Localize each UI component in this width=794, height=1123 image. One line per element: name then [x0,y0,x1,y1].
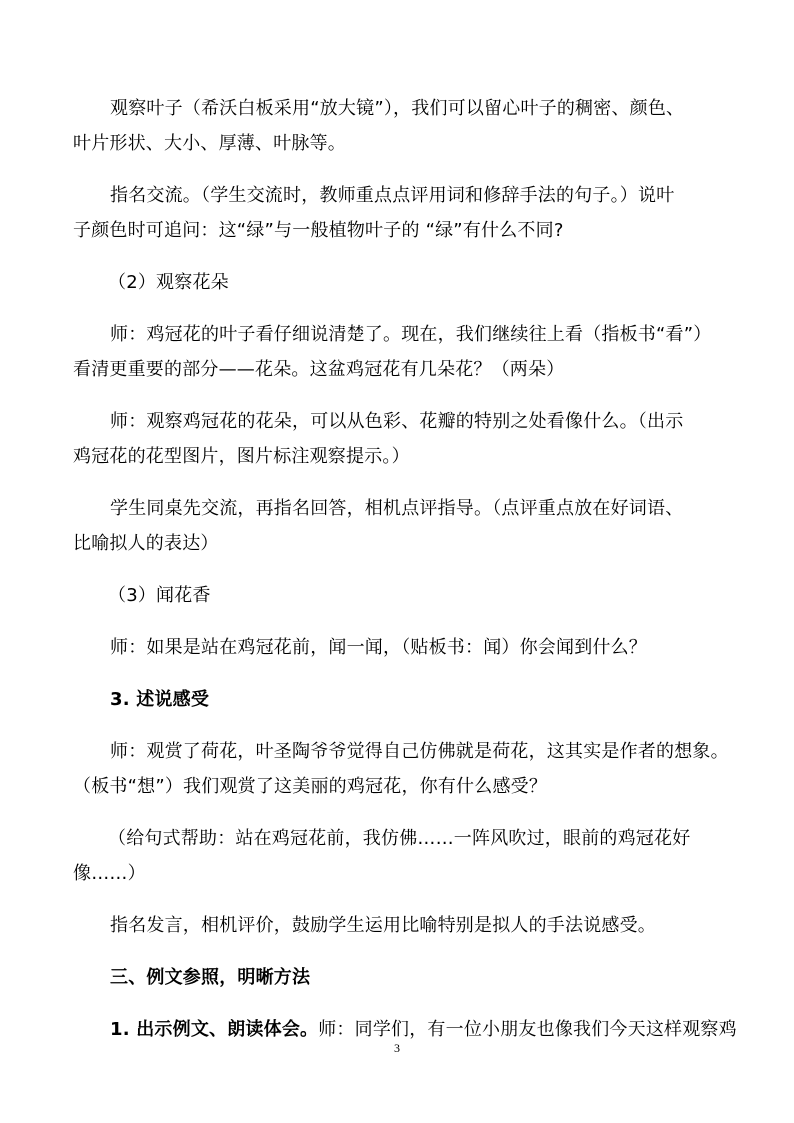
paragraph-line: 观察叶子（希沃白板采用“放大镜”），我们可以留心叶子的稠密、颜色、 [110,98,685,119]
paragraph-line: 学生同桌先交流，再指名回答，相机点评指导。（点评重点放在好词语、 [110,498,684,519]
paragraph-line: （给句式帮助：站在鸡冠花前，我仿佛……一阵风吹过，眼前的鸡冠花好 [108,828,691,849]
page-number: 3 [394,1041,400,1055]
subheading: （2）观察花朵 [108,272,229,293]
line-continuation: 师：同学们，有一位小朋友也像我们今天这样观察鸡 [318,1019,737,1040]
paragraph-line: 师：观察鸡冠花的花朵，可以从色彩、花瓣的特别之处看像什么。（出示 [110,411,684,432]
paragraph-line: 比喻拟人的表达） [73,533,219,554]
section-heading: 3. 述说感受 [110,689,210,710]
bold-lead: 1. 出示例文、朗读体会。 [110,1019,319,1040]
paragraph-line: 师：如果是站在鸡冠花前，闻一闻，（贴板书：闻）你会闻到什么？ [110,637,647,658]
paragraph-line: 像……） [73,863,146,884]
paragraph-line: 鸡冠花的花型图片，图片标注观察提示。） [73,446,410,467]
paragraph-line: 子颜色时可追问：这“绿”与一般植物叶子的 “绿”有什么不同? [73,220,564,241]
paragraph-line: 师：鸡冠花的叶子看仔细说清楚了。现在，我们继续往上看（指板书“看”） [110,324,712,345]
paragraph-line: 看清更重要的部分——花朵。这盆鸡冠花有几朵花？（两朵） [73,359,565,380]
paragraph-line: 指名交流。（学生交流时，教师重点点评用词和修辞手法的句子。）说叶 [110,185,675,206]
paragraph-line: 指名发言，相机评价，鼓励学生运用比喻特别是拟人的手法说感受。 [110,915,656,936]
paragraph-line [110,1018,737,1042]
subheading: （3）闻花香 [108,585,211,606]
paragraph-line: 师：观赏了荷花，叶圣陶爷爷觉得自己仿佛就是荷花，这其实是作者的想象。 [110,741,729,762]
paragraph-line: （板书“想”）我们观赏了这美丽的鸡冠花，你有什么感受？ [73,776,548,797]
section-heading: 三、例文参照，明晰方法 [110,967,311,988]
paragraph-line: 叶片形状、大小、厚薄、叶脉等。 [73,133,346,154]
